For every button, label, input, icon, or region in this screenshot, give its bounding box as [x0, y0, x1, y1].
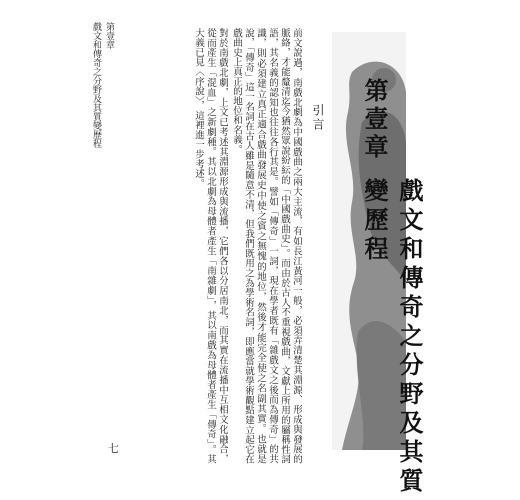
running-head-chapter: 第壹章 — [104, 22, 114, 49]
page-number: 七 — [108, 442, 119, 455]
paragraph-1: 前文說過，南戲北劇為中國戲曲之兩大主流，有如長江黃河一般，必須弄清楚其淵源、形成與發展的脈絡，才能釐清迄今猶然眾說紛紜的「中國戲曲史」。而由於古人不重視戲曲，文獻上所用的屬稱性詞語，其名義的認知也往往各行其是。譬如「傳奇」一詞，現在學者既有「雜戲文之後而為傳奇」的共識，則必須建立真正適合戲曲發展史中使之賓之無愧的地位，然後才能完全使之名副其實。也就是說，「傳奇」這一名詞在古人雖是隨意不清，但我們既用之為學術名詞，即應當就學術觀點建立起它在戲曲史上真正的地位和名義。 — [231, 28, 302, 464]
section-title: 引言 — [311, 104, 325, 132]
body-text — [150, 28, 302, 464]
running-head-title: 戲文和傳奇之分野及其質變歷程 — [91, 22, 101, 148]
chapter-title: 戲文和傳奇之分野及其質變歷程 — [360, 178, 424, 497]
running-head — [88, 22, 114, 352]
paragraph-2: 對於南戲北劇，上文已考述其淵源形成與流播，它們各以分居南北，而其實在流播中互相文化融合，從而產生「混血」之新劇種。其以北劇為母體者產生「南雜劇」，其以南戲為母體者產生「傳奇」。其大義已見〈序說〉，這裡進一步考述。 — [193, 28, 228, 464]
chapter-number: 第壹章 — [360, 78, 389, 162]
